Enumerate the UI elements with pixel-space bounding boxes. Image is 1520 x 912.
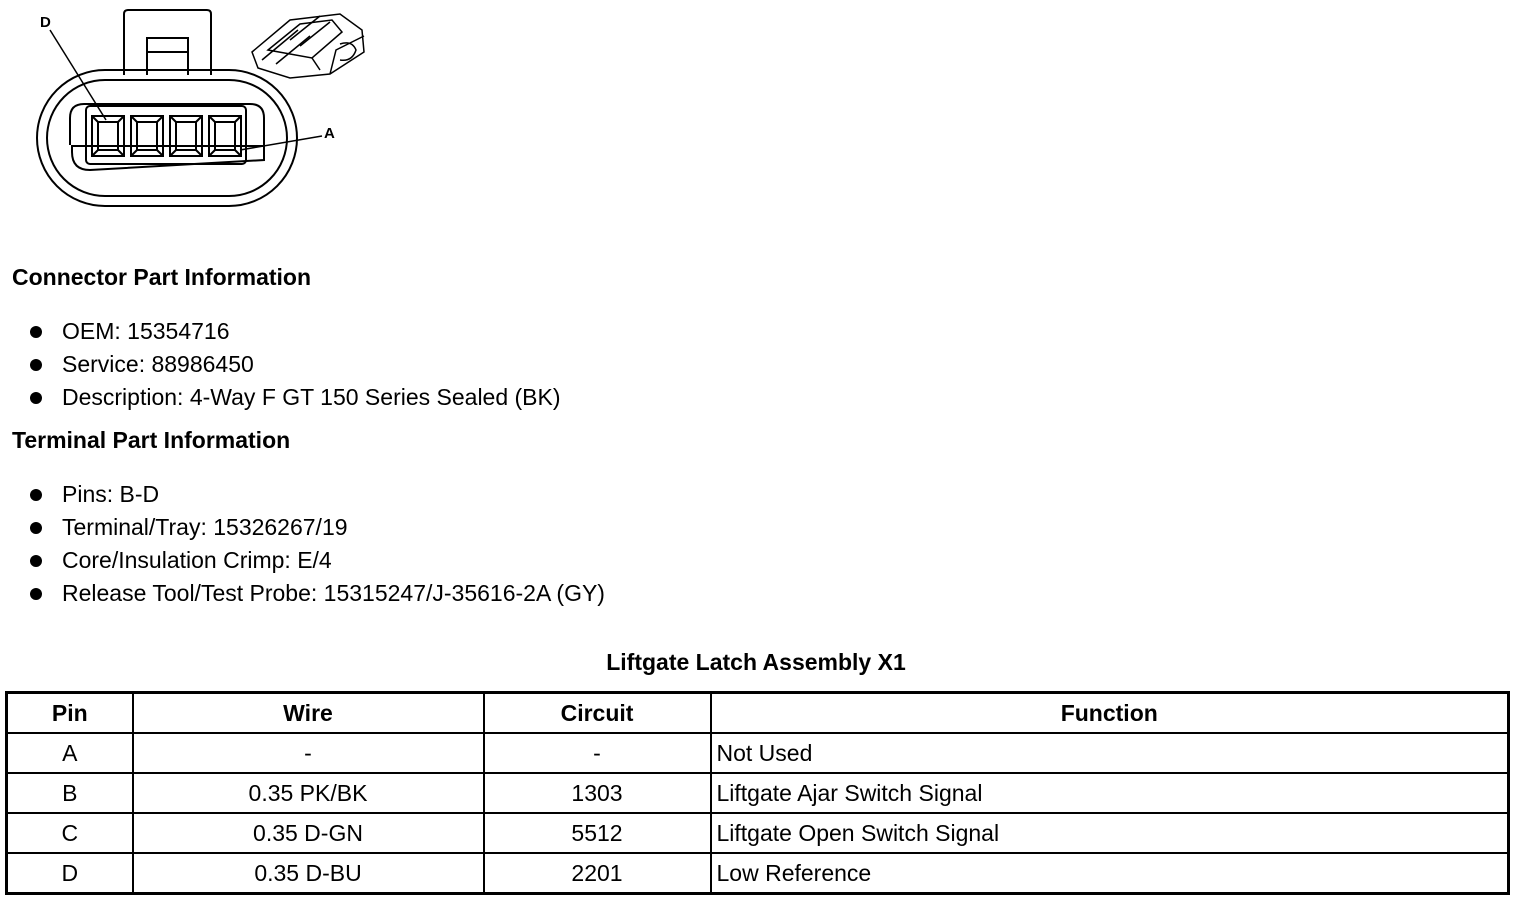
cell-wire: -: [133, 733, 484, 773]
connector-3d-view: [252, 14, 364, 78]
callout-d-label: D: [40, 14, 51, 31]
header-pin: Pin: [7, 693, 133, 734]
terminal-crimp: Core/Insulation Crimp: E/4: [62, 547, 332, 573]
connector-body-inner: [47, 80, 287, 196]
terminal-info-heading: Terminal Part Information: [12, 427, 291, 453]
cell-wire: 0.35 PK/BK: [133, 773, 484, 813]
table-row: [7, 853, 1509, 894]
terminal-info-list: [0, 478, 605, 610]
cell-pin: B: [7, 773, 133, 813]
cell-function: Liftgate Open Switch Signal: [711, 813, 1509, 853]
bullet-icon: [30, 326, 42, 338]
cell-circuit: -: [484, 733, 711, 773]
connector-body-outer: [37, 70, 297, 206]
table-title: Liftgate Latch Assembly X1: [606, 649, 906, 675]
bullet-icon: [30, 359, 42, 371]
cell-function: Not Used: [711, 733, 1509, 773]
list-item: [0, 577, 605, 610]
list-item: [0, 348, 561, 381]
cell-wire: 0.35 D-BU: [133, 853, 484, 894]
bullet-icon: [30, 588, 42, 600]
connector-info-heading: Connector Part Information: [12, 264, 312, 290]
connector-info-list: [0, 315, 561, 414]
table-header-row: [7, 693, 1509, 734]
header-circuit: Circuit: [484, 693, 711, 734]
terminal-release-tool: Release Tool/Test Probe: 15315247/J-35616-2A (GY): [62, 580, 605, 606]
bullet-icon: [30, 392, 42, 404]
cell-pin: C: [7, 813, 133, 853]
connector-description: Description: 4-Way F GT 150 Series Sealed (BK): [62, 384, 561, 410]
bullet-icon: [30, 522, 42, 534]
connector-oem: OEM: 15354716: [62, 318, 230, 344]
cell-pin: D: [7, 853, 133, 894]
list-item: [0, 544, 605, 577]
cell-circuit: 1303: [484, 773, 711, 813]
table-row: [7, 813, 1509, 853]
cell-pin: A: [7, 733, 133, 773]
header-wire: Wire: [133, 693, 484, 734]
list-item: [0, 381, 561, 414]
terminal-pins: Pins: B-D: [62, 481, 160, 507]
cell-function: Liftgate Ajar Switch Signal: [711, 773, 1509, 813]
connector-lock-tab: [124, 10, 211, 75]
list-item: [0, 511, 605, 544]
bullet-icon: [30, 555, 42, 567]
table-row: [7, 733, 1509, 773]
callout-a-label: A: [324, 125, 335, 142]
cell-circuit: 2201: [484, 853, 711, 894]
cell-circuit: 5512: [484, 813, 711, 853]
cell-wire: 0.35 D-GN: [133, 813, 484, 853]
cell-function: Low Reference: [711, 853, 1509, 894]
terminal-cavities: [92, 116, 241, 156]
pin-table: [5, 691, 1510, 895]
terminal-tray: Terminal/Tray: 15326267/19: [62, 514, 348, 540]
header-function: Function: [711, 693, 1509, 734]
connector-service: Service: 88986450: [62, 351, 254, 377]
bullet-icon: [30, 489, 42, 501]
connector-diagram: [0, 0, 380, 215]
list-item: [0, 478, 605, 511]
list-item: [0, 315, 561, 348]
table-row: [7, 773, 1509, 813]
